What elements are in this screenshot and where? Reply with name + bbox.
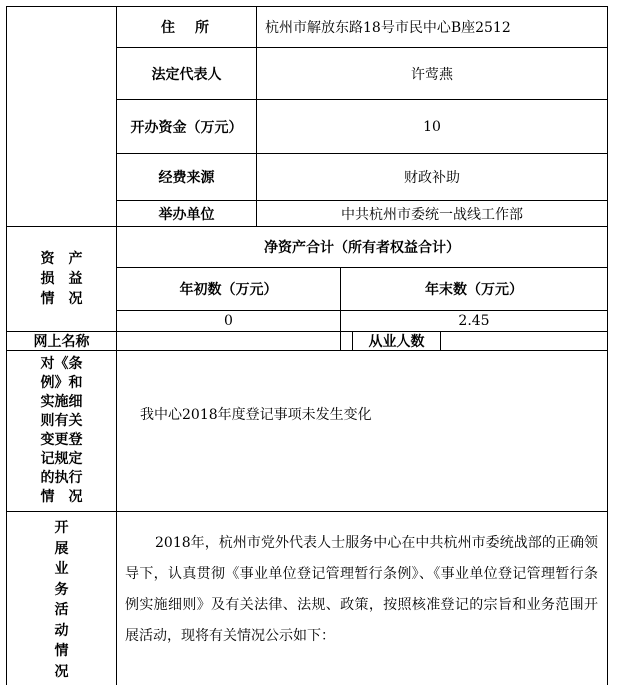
compliance-label-line-8: 情 况	[40, 489, 83, 505]
activities-label-char-8: 况	[54, 663, 69, 680]
online-name-label: 网上名称	[33, 334, 90, 350]
assets-section-label	[7, 227, 116, 331]
capital-label: 开办资金（万元）	[130, 119, 243, 136]
compliance-label-line-7: 的执行	[40, 470, 83, 486]
assets-label-line-2: 损 益	[40, 271, 83, 287]
legal-rep-value: 许莺燕	[411, 66, 453, 83]
assets-label-line-3: 情 况	[40, 291, 83, 307]
sponsor-value: 中共杭州市委统一战线工作部	[341, 206, 523, 223]
activities-label-char-7: 情	[54, 643, 69, 659]
compliance-label	[7, 351, 116, 511]
net-assets-header: 净资产合计（所有者权益合计）	[264, 240, 460, 256]
activities-label	[7, 512, 116, 685]
compliance-label-line-2: 例》和	[40, 375, 83, 391]
funding-value: 财政补助	[404, 170, 460, 186]
activities-label-char-3: 业	[54, 561, 69, 577]
compliance-label-line-1: 对《条	[40, 356, 83, 372]
staff-count-label: 从业人数	[368, 334, 425, 350]
compliance-label-line-6: 记规定	[40, 451, 83, 467]
activities-label-char-5: 活	[54, 602, 69, 618]
activities-paragraph: 2018年，杭州市党外代表人士服务中心在中共杭州市委统战部的正确领导下，认真贯彻《事业单位登记管理暂行条例》、《事业单位登记管理暂行条例实施细则》及有关法律、法规、政策，按照核准登记的宗旨和业务范围开展活动，现将有关情况公示如下：	[125, 535, 598, 644]
online-name-value	[117, 332, 352, 350]
end-label: 年末数（万元）	[425, 282, 523, 298]
activities-label-char-4: 务	[54, 581, 69, 598]
compliance-text: 我中心2018年度登记事项未发生变化	[140, 407, 372, 423]
legal-rep-label: 法定代表人	[151, 66, 222, 83]
compliance-label-line-5: 变更登	[40, 432, 83, 448]
capital-value: 10	[423, 118, 441, 135]
address-value: 杭州市解放东路18号市民中心B座2512	[265, 20, 511, 36]
activities-label-char-2: 展	[54, 540, 69, 557]
address-label: 住 所	[161, 20, 212, 36]
sponsor-label: 举办单位	[158, 206, 215, 223]
compliance-label-line-4: 则有关	[40, 413, 83, 429]
funding-label: 经费来源	[158, 170, 215, 186]
activities-label-char-1: 开	[54, 520, 69, 536]
staff-count-value	[441, 332, 607, 350]
begin-value: 0	[224, 313, 233, 329]
begin-label: 年初数（万元）	[179, 282, 278, 298]
compliance-label-line-3: 实施细	[40, 394, 83, 410]
activities-label-char-6: 动	[54, 622, 69, 639]
border-right	[607, 6, 608, 685]
end-value: 2.45	[458, 313, 490, 329]
assets-label-line-1: 资 产	[40, 251, 83, 267]
